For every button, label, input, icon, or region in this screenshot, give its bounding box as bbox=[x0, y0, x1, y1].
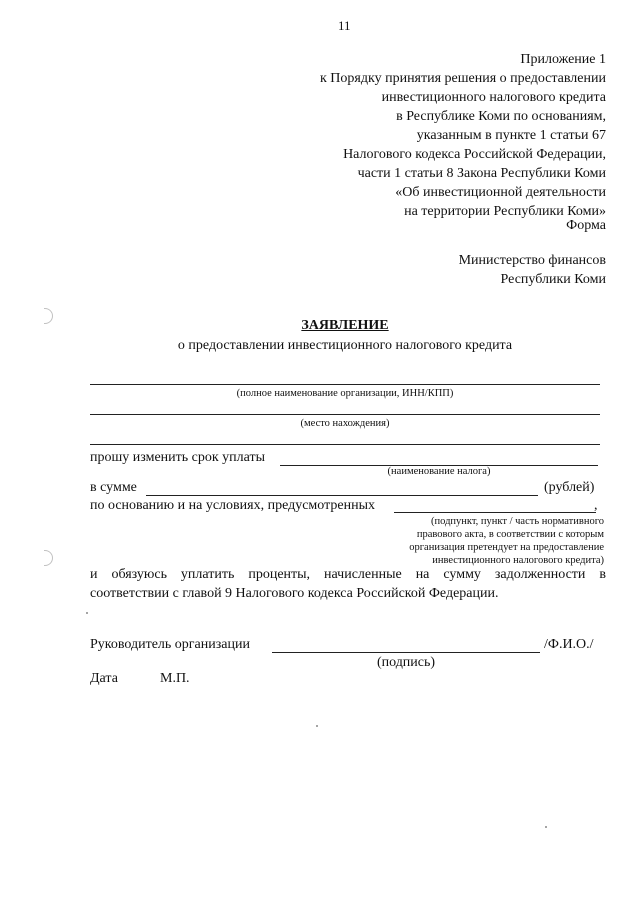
scan-speck bbox=[545, 826, 547, 828]
obligation-line-2: соответствии с главой 9 Налогового кодекса Российской Федерации. bbox=[90, 586, 499, 601]
appendix-line-2: к Порядку принятия решения о предоставлении bbox=[320, 71, 606, 86]
sum-line[interactable] bbox=[146, 495, 538, 496]
location-line[interactable] bbox=[90, 414, 600, 415]
scan-speck bbox=[86, 612, 88, 614]
location-caption: (место нахождения) bbox=[300, 418, 390, 429]
appendix-line-5: указанным в пункте 1 статьи 67 bbox=[416, 128, 606, 143]
basis-caption bbox=[344, 515, 604, 567]
basis-caption-line-1: (подпункт, пункт / часть нормативного bbox=[431, 516, 604, 527]
date-label: Дата bbox=[90, 671, 118, 686]
scan-speck bbox=[316, 725, 318, 727]
addressee-block bbox=[306, 251, 606, 289]
document-subtitle: о предоставлении инвестиционного налогового кредита bbox=[177, 338, 513, 353]
form-label: Форма bbox=[566, 218, 606, 233]
basis-caption-line-3: организация претендует на предоставление bbox=[409, 542, 604, 553]
appendix-line-9: на территории Республики Коми» bbox=[404, 204, 606, 219]
basis-caption-line-2: правового акта, в соответствии с которым bbox=[416, 529, 604, 540]
seal-label: М.П. bbox=[160, 671, 190, 686]
appendix-line-8: «Об инвестиционной деятельности bbox=[395, 185, 606, 200]
appendix-line-4: в Республике Коми по основаниям, bbox=[396, 109, 606, 124]
addressee-line-2: Республики Коми bbox=[500, 272, 606, 287]
document-title: ЗАЯВЛЕНИЕ bbox=[301, 318, 389, 333]
org-name-caption: (полное наименование организации, ИНН/КПП) bbox=[236, 388, 454, 399]
page-number: 11 bbox=[338, 18, 351, 33]
request-label: прошу изменить срок уплаты bbox=[90, 450, 266, 465]
obligation-line-1: и обязуюсь уплатить проценты, начисленные на сумму задолженности в bbox=[90, 567, 606, 582]
sum-label: в сумме bbox=[90, 480, 137, 495]
addressee-line-1: Министерство финансов bbox=[458, 253, 606, 268]
fio-label: /Ф.И.О./ bbox=[544, 637, 594, 652]
basis-line[interactable] bbox=[394, 512, 596, 513]
org-name-line[interactable] bbox=[90, 384, 600, 385]
punch-hole-mark bbox=[44, 550, 53, 566]
appendix-block bbox=[186, 50, 606, 221]
appendix-line-3: инвестиционного налогового кредита bbox=[381, 90, 606, 105]
location-line-2[interactable] bbox=[90, 444, 600, 445]
appendix-line-7: части 1 статьи 8 Закона Республики Коми bbox=[357, 166, 606, 181]
signature-line[interactable] bbox=[272, 652, 540, 653]
rubles-label: (рублей) bbox=[544, 480, 595, 495]
signature-caption: (подпись) bbox=[376, 655, 436, 670]
appendix-line-1: Приложение 1 bbox=[520, 52, 606, 67]
basis-comma: , bbox=[594, 498, 598, 513]
appendix-line-6: Налогового кодекса Российской Федерации, bbox=[343, 147, 606, 162]
basis-caption-line-4: инвестиционного налогового кредита) bbox=[432, 555, 604, 566]
head-label: Руководитель организации bbox=[90, 637, 250, 652]
basis-label: по основанию и на условиях, предусмотренных bbox=[90, 498, 375, 513]
tax-name-caption: (наименование налога) bbox=[387, 466, 491, 477]
